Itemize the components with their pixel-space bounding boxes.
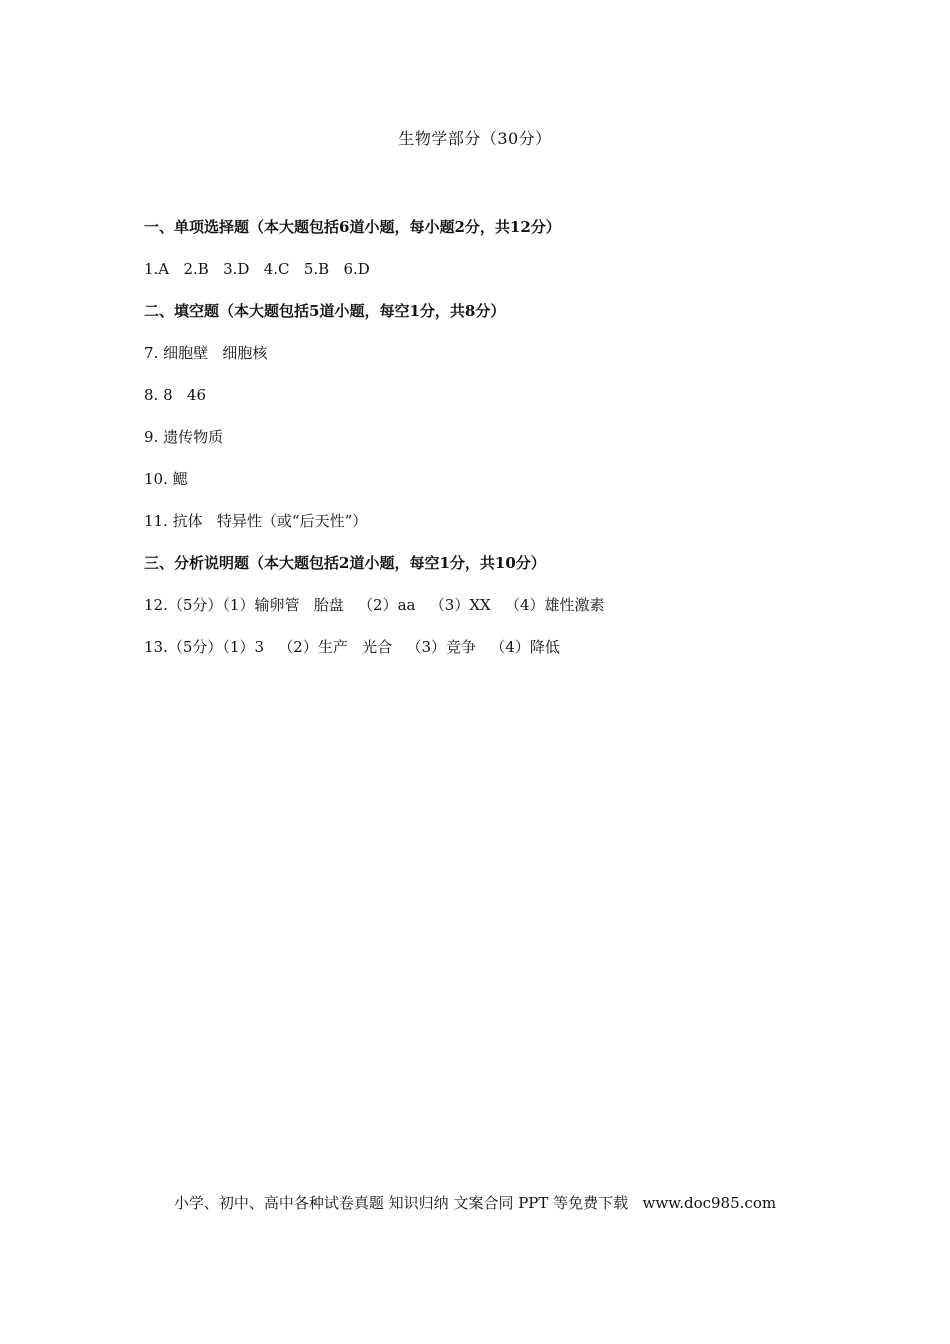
answer-line-13: 13.（5分）（1）3 （2）生产 光合 （3）竞争 （4）降低 <box>144 638 560 656</box>
answer-key <box>144 216 824 678</box>
answer-line-7: 7. 细胞壁 细胞核 <box>144 344 268 362</box>
page-footer: 小学、初中、高中各种试卷真题 知识归纳 文案合同 PPT 等免费下载 www.doc985.com <box>173 1194 777 1212</box>
answer-line-12: 12.（5分）（1）输卵管 胎盘 （2）aa （3）XX （4）雄性激素 <box>144 596 605 614</box>
section-heading-analysis: 三、分析说明题（本大题包括2道小题，每空1分，共10分） <box>144 554 546 572</box>
answer-line-choice: 1.A 2.B 3.D 4.C 5.B 6.D <box>144 260 370 278</box>
answer-line-10: 10. 鳃 <box>144 470 188 488</box>
answer-line-9: 9. 遗传物质 <box>144 428 224 446</box>
answer-line-11: 11. 抗体 特异性（或“后天性”） <box>144 512 368 530</box>
page-title: 生物学部分（30分） <box>398 129 552 148</box>
answer-line-8: 8. 8 46 <box>144 386 207 404</box>
section-heading-multiple-choice: 一、单项选择题（本大题包括6道小题，每小题2分，共12分） <box>144 218 561 236</box>
section-heading-fill-in: 二、填空题（本大题包括5道小题，每空1分，共8分） <box>144 302 506 320</box>
